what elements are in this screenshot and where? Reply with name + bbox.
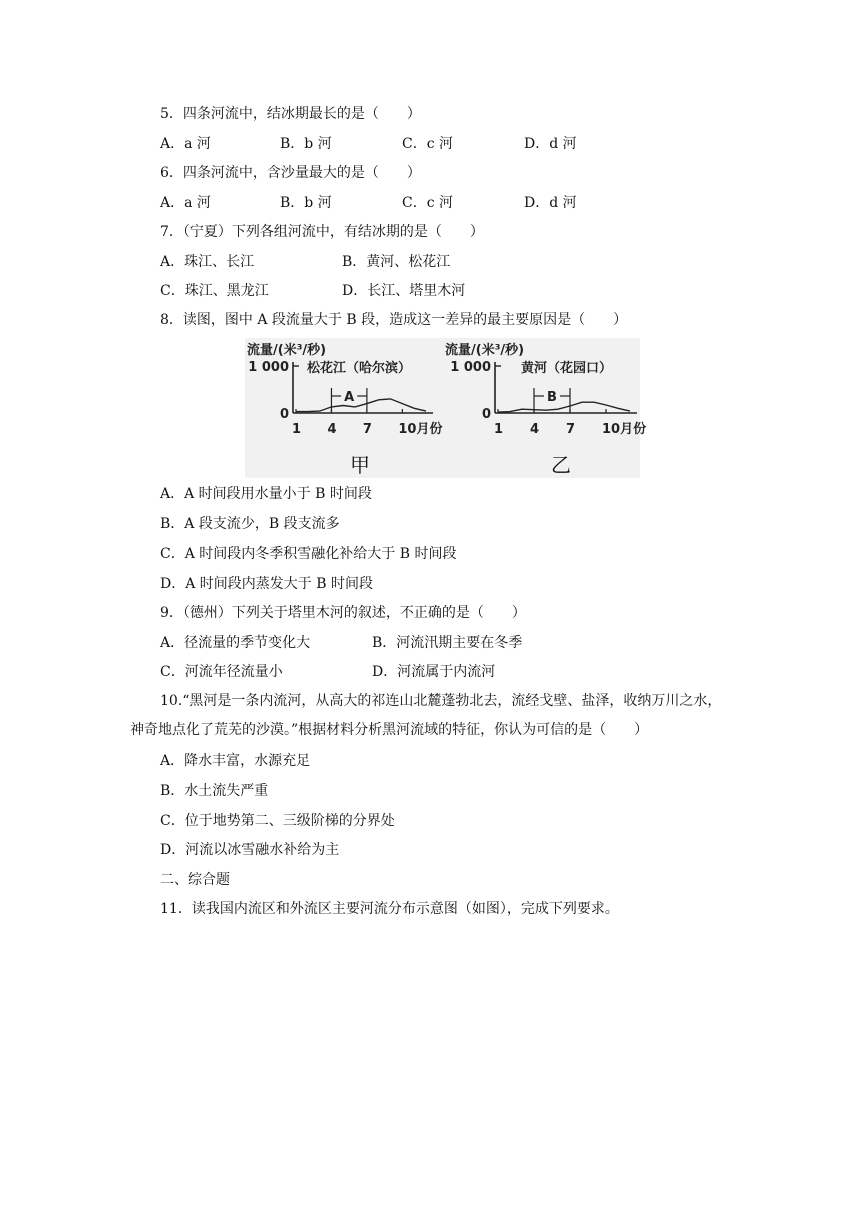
option-d: D．河流属于内流河 [372,664,496,680]
y-tick-label: 1 000 [450,360,491,375]
question-10-option-a: A．降水丰富，水源充足 [160,753,311,769]
question-7-options-row1 [160,252,760,272]
question-7-stem: 7．（宁夏）下列各组河流中，有结冰期的是（ ） [160,224,484,240]
question-11-stem: 11．读我国内流区和外流区主要河流分布示意图（如图），完成下列要求。 [160,901,619,917]
question-6-stem: 6．四条河流中，含沙量最大的是（ ） [160,165,421,181]
x-tick-label: 10月份 [398,422,443,437]
discharge-charts-figure [245,338,647,478]
question-9-options-row1 [160,633,760,653]
chart-caption: 乙 [551,453,571,477]
question-9-stem: 9．（德州）下列关于塔里木河的叙述，不正确的是（ ） [160,605,526,621]
option-c: C．珠江、黑龙江 [160,283,269,299]
question-8-option-d: D．A 时间段内蒸发大于 B 时间段 [160,576,373,592]
x-tick-label: 4 [327,422,337,437]
question-10-option-d: D．河流以冰雪融水补给为主 [160,842,340,858]
x-tick-label: 1 [494,422,504,437]
y-tick-label: 0 [481,407,491,422]
x-tick-label: 4 [530,422,540,437]
section-heading: 二、综合题 [160,872,230,888]
option-d: D．长江、塔里木河 [342,283,466,299]
option-a: A．珠江、长江 [160,254,255,270]
question-10-option-b: B．水土流失严重 [160,783,269,799]
y-tick-label: 1 000 [248,360,289,375]
option-b: B．b 河 [280,195,332,211]
question-7-options-row2 [160,281,760,301]
option-a: A．径流量的季节变化大 [160,635,311,651]
x-tick-label: 10月份 [602,422,647,437]
x-tick-label: 7 [566,422,576,437]
segment-label: A [344,390,355,405]
y-tick-label: 0 [279,407,289,422]
question-8-option-a: A．A 时间段用水量小于 B 时间段 [160,486,372,502]
y-axis-label: 流量/(米³/秒) [247,343,327,358]
discharge-charts-svg [245,338,647,478]
chart-title: 黄河（花园口） [521,361,613,376]
segment-label: B [547,390,557,405]
y-axis-label: 流量/(米³/秒) [445,343,525,358]
question-10-option-c: C．位于地势第二、三级阶梯的分界处 [160,813,395,829]
question-5-options [160,134,760,154]
question-8-stem: 8．读图，图中 A 段流量大于 B 段，造成这一差异的最主要原因是（ ） [160,312,628,328]
question-8-option-b: B．A 段支流少，B 段支流多 [160,516,340,532]
option-c: C．c 河 [402,195,454,211]
chart-title: 松花江（哈尔滨） [307,361,412,376]
question-10-stem: 10.“黑河是一条内流河，从高大的祁连山北麓蓬勃北去，流经戈壁、盐泽，收纳万川之水，神奇地点化了荒芜的沙漠。”根据材料分析黑河流域的特征，你认为可信的是（ ） [130,693,722,738]
option-c: C．河流年径流量小 [160,664,283,680]
option-b: B．河流汛期主要在冬季 [372,635,523,651]
discharge-line [296,399,426,412]
x-tick-label: 7 [362,422,372,437]
option-b: B．b 河 [280,136,332,152]
option-d: D．d 河 [524,195,577,211]
x-tick-label: 1 [292,422,302,437]
question-8-option-c: C．A 时间段内冬季积雪融化补给大于 B 时间段 [160,546,457,562]
option-b: B．黄河、松花江 [342,254,451,270]
option-d: D．d 河 [524,136,577,152]
question-5-stem: 5．四条河流中，结冰期最长的是（ ） [160,106,421,122]
discharge-line [498,402,630,412]
option-a: A．a 河 [160,195,211,211]
option-c: C．c 河 [402,136,454,152]
chart-caption: 甲 [350,453,370,477]
question-6-options [160,193,760,213]
option-a: A．a 河 [160,136,211,152]
question-9-options-row2 [160,662,760,682]
